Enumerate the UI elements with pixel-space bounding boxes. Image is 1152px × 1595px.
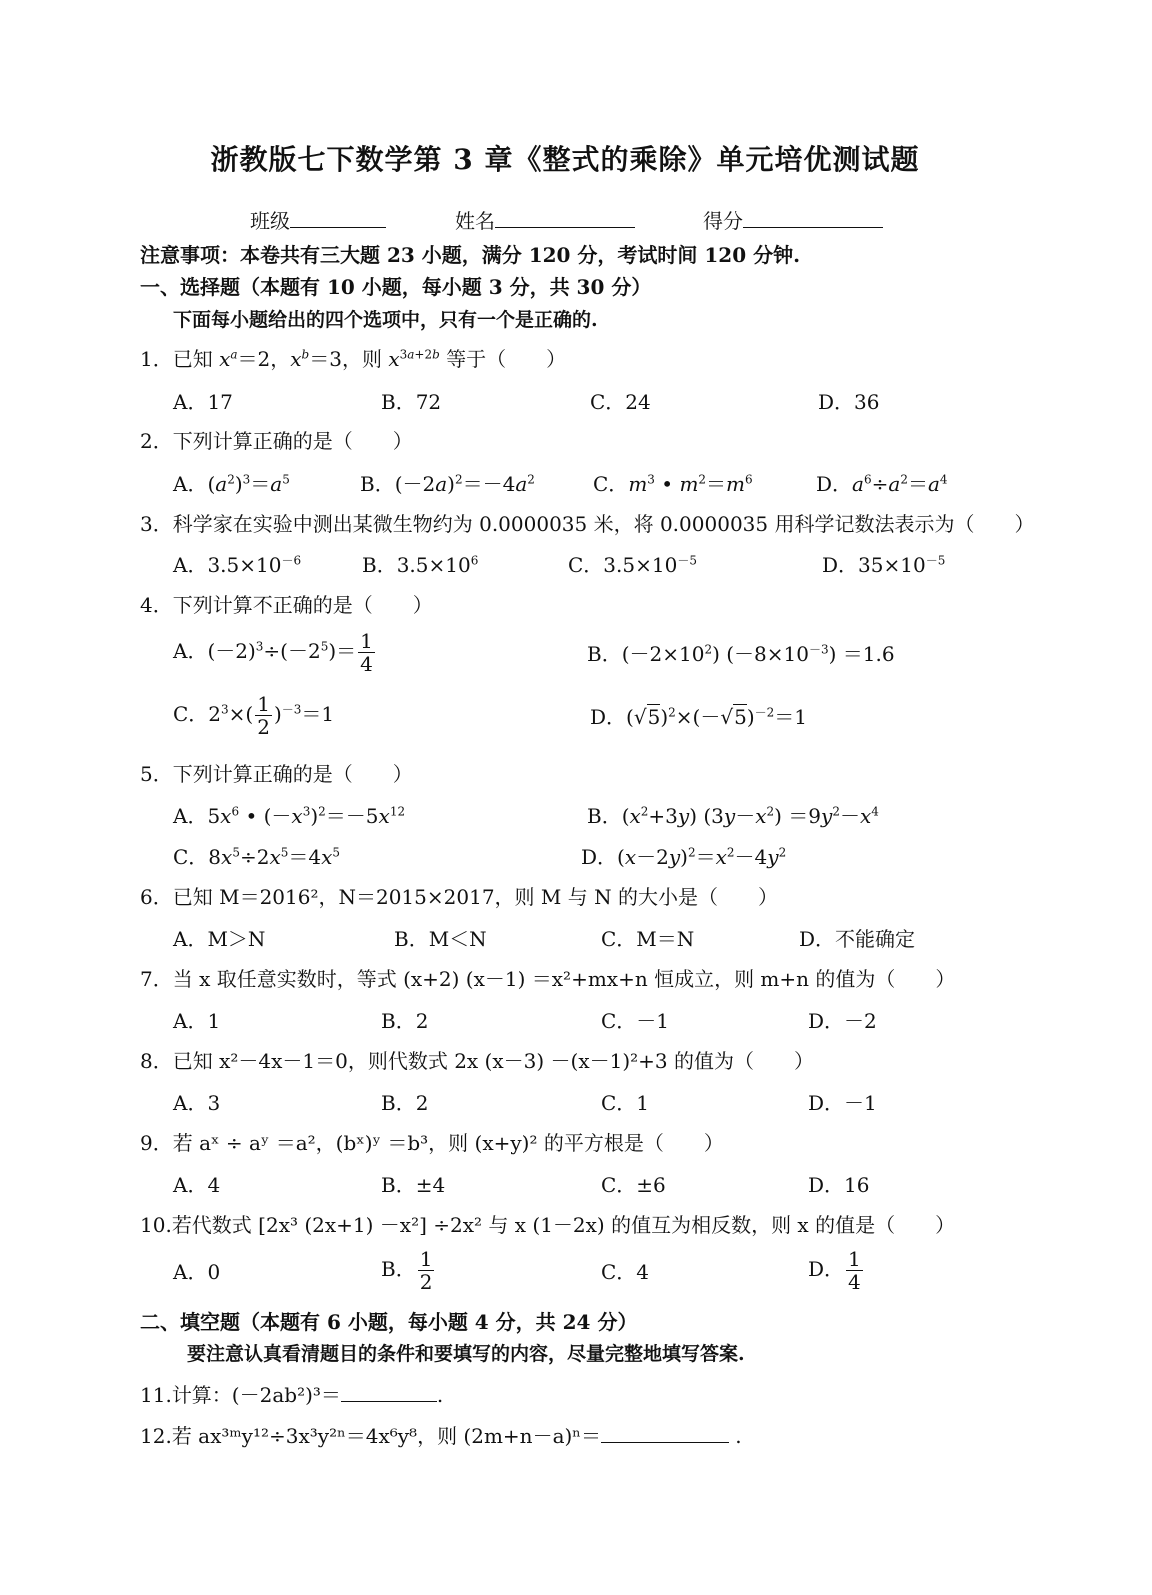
q7-option-b[interactable]: B．2 xyxy=(381,1009,429,1033)
class-blank[interactable] xyxy=(290,207,386,228)
q1-option-a[interactable]: A．17 xyxy=(173,390,233,414)
section1-heading: 一、选择题（本题有 10 小题，每小题 3 分，共 30 分） xyxy=(140,275,652,299)
q6-option-c[interactable]: C．M＝N xyxy=(601,927,695,951)
q3-option-c[interactable]: C．$3.5\times 10^{-5}$ xyxy=(568,553,697,577)
class-label: 班级 xyxy=(250,209,290,233)
q6-option-d[interactable]: D．不能确定 xyxy=(799,927,916,951)
q3-option-a[interactable]: A．$3.5\times 10^{-6}$ xyxy=(173,553,302,577)
notice: 注意事项：本卷共有三大题 23 小题，满分 120 分，考试时间 120 分钟. xyxy=(140,243,801,267)
q4-option-d[interactable]: D．$(√5)^2\times(-√5)^{-2}=1$ xyxy=(590,705,808,729)
q7-stem: 7．当 x 取任意实数时，等式 (x+2) (x－1) ＝x²+mx+n 恒成立，则 m+n 的值为（ ） xyxy=(140,967,956,991)
score-field xyxy=(703,207,883,234)
q6-stem: 6．已知 M＝2016²，N＝2015×2017，则 M 与 N 的大小是（ ） xyxy=(140,885,778,909)
q5-option-b[interactable]: B．$(x^2+3y)$ $(3y-x^2) =9y^2-x^4$ xyxy=(587,804,879,828)
q9-option-b[interactable]: B．±4 xyxy=(381,1173,446,1197)
q9-option-c[interactable]: C．±6 xyxy=(601,1173,666,1197)
q1-option-d[interactable]: D．36 xyxy=(818,390,880,414)
q8-option-c[interactable]: C．1 xyxy=(601,1091,650,1115)
q10-option-b[interactable]: B． $\frac{1}{2}$ xyxy=(381,1247,433,1294)
name-label: 姓名 xyxy=(455,209,495,233)
q12-stem: 12.若 ax³ᵐy¹²÷3x³y²ⁿ＝4x⁶y⁸，则 (2m+n－a)ⁿ＝ . xyxy=(140,1424,742,1448)
section2-heading: 二、填空题（本题有 6 小题，每小题 4 分，共 24 分） xyxy=(140,1310,638,1334)
page-title: 浙教版七下数学第 3 章《整式的乘除》单元培优测试题 xyxy=(210,143,920,176)
q7-option-a[interactable]: A．1 xyxy=(173,1009,221,1033)
section1-instruction: 下面每小题给出的四个选项中，只有一个是正确的. xyxy=(173,309,598,331)
q11-answer-blank[interactable] xyxy=(341,1381,437,1402)
q7-option-d[interactable]: D．－2 xyxy=(808,1009,877,1033)
q7-option-c[interactable]: C．－1 xyxy=(601,1009,670,1033)
name-blank[interactable] xyxy=(495,207,635,228)
q2-stem: 2．下列计算正确的是（ ） xyxy=(140,429,413,453)
q8-option-a[interactable]: A．3 xyxy=(173,1091,221,1115)
score-label: 得分 xyxy=(703,209,743,233)
q10-option-d[interactable]: D． $\frac{1}{4}$ xyxy=(808,1247,861,1294)
q10-stem: 10.若代数式 [2x³ (2x+1) －x²] ÷2x² 与 x (1－2x) 的值互为相反数，则 x 的值是（ ） xyxy=(140,1213,956,1237)
q5-option-c[interactable]: C．$8x^5\div 2x^5=4x^5$ xyxy=(173,845,341,869)
q1-option-c[interactable]: C．24 xyxy=(590,390,651,414)
q8-option-d[interactable]: D．－1 xyxy=(808,1091,877,1115)
class-field xyxy=(250,207,386,234)
section2-instruction: 要注意认真看清题目的条件和要填写的内容，尽量完整地填写答案. xyxy=(187,1343,745,1365)
q4-option-c[interactable]: C．$2^3\times$( $\frac{1}{2}$ )$^{-3}$＝1 xyxy=(173,692,335,739)
q9-option-a[interactable]: A．4 xyxy=(173,1173,221,1197)
q4-option-a[interactable]: A．$(-2)^3\div(-2^5)=$ $\frac{1}{4}$ xyxy=(173,629,373,676)
q5-option-d[interactable]: D．$(x-2y)^2=x^2-4y^2$ xyxy=(581,845,787,869)
q2-option-d[interactable]: D．$a^6\div a^2=a^4$ xyxy=(816,472,948,496)
q5-stem: 5．下列计算正确的是（ ） xyxy=(140,762,413,786)
q12-answer-blank[interactable] xyxy=(601,1422,729,1443)
q4-option-b[interactable]: B．$(-2\times 10^2)$ $(-8\times 10^{-3}) =1.6$ xyxy=(587,642,895,666)
q2-option-c[interactable]: C．$m^3$ • $m^2=m^6$ xyxy=(593,472,753,496)
q4-stem: 4．下列计算不正确的是（ ） xyxy=(140,593,433,617)
q10-option-a[interactable]: A．0 xyxy=(173,1260,221,1284)
q6-option-a[interactable]: A．M＞N xyxy=(173,927,266,951)
q3-option-d[interactable]: D．$35\times 10^{-5}$ xyxy=(822,553,946,577)
q2-option-a[interactable]: A．$(a^2)^3=a^5$ xyxy=(173,472,290,496)
q3-option-b[interactable]: B．$3.5\times 10^6$ xyxy=(362,553,479,577)
score-blank[interactable] xyxy=(743,207,883,228)
q6-option-b[interactable]: B．M＜N xyxy=(394,927,487,951)
name-field xyxy=(455,207,635,234)
q9-option-d[interactable]: D．16 xyxy=(808,1173,870,1197)
q10-option-c[interactable]: C．4 xyxy=(601,1260,650,1284)
q3-stem: 3．科学家在实验中测出某微生物约为 0.0000035 米，将 0.0000035 用科学记数法表示为（ ） xyxy=(140,512,1035,536)
q1-option-b[interactable]: B．72 xyxy=(381,390,442,414)
q9-stem: 9．若 aˣ ÷ aʸ ＝a²，(bˣ)ʸ ＝b³，则 (x+y)² 的平方根是（ ） xyxy=(140,1131,724,1155)
q8-stem: 8．已知 x²－4x－1＝0，则代数式 2x (x－3) －(x－1)²+3 的值为（ ） xyxy=(140,1049,814,1073)
q8-option-b[interactable]: B．2 xyxy=(381,1091,429,1115)
q2-option-b[interactable]: B．$(-2a)^2=-4a^2$ xyxy=(360,472,535,496)
q5-option-a[interactable]: A．$5x^6$ • $(-x^3)^2=-5x^{12}$ xyxy=(173,804,406,828)
q1-stem: 1．已知 $x^a=2$，$x^b=3$，则 $x^{3a+2b}$ 等于（ ） xyxy=(140,347,567,371)
q11-stem: 11.计算：(－2ab²)³＝ . xyxy=(140,1383,444,1407)
